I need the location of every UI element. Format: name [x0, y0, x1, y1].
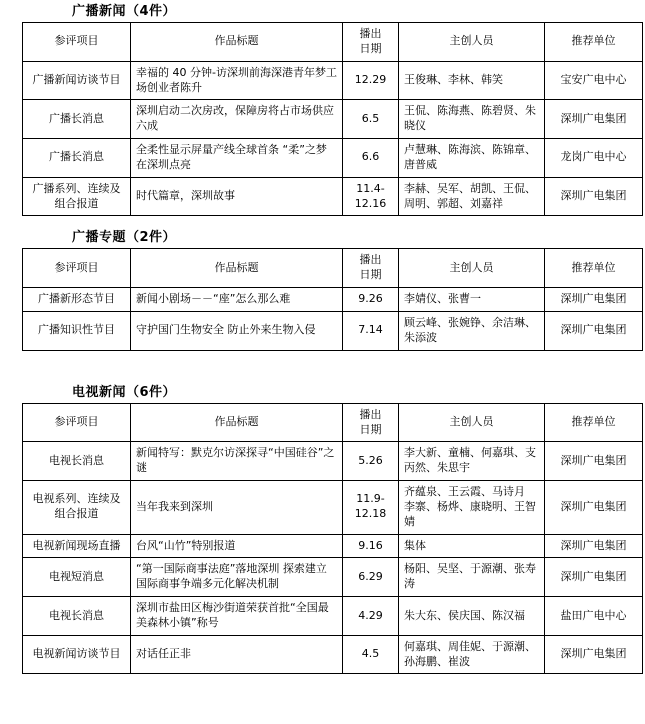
- cell-unit: 深圳广电集团: [545, 558, 643, 597]
- header-broadcast-date-line2: 日期: [359, 422, 382, 436]
- cell-work-title: 当年我来到深圳: [131, 481, 343, 535]
- cell-work-title: 台风“山竹”特别报道: [131, 534, 343, 558]
- cell-item: 电视长消息: [23, 442, 131, 481]
- cell-creators: 王俊琳、李林、韩笑: [399, 61, 545, 100]
- cell-unit: 宝安广电中心: [545, 61, 643, 100]
- cell-work-title: 幸福的 40 分钟-访深圳前海深港青年梦工场创业者陈升: [131, 61, 343, 100]
- cell-item: 电视新闻访谈节目: [23, 635, 131, 674]
- table-row: [23, 288, 643, 312]
- cell-unit: 深圳广电集团: [545, 534, 643, 558]
- cell-creators: 齐蕴泉、王云霞、马诗月 李寨、杨烨、康晓明、王智婧: [399, 481, 545, 535]
- cell-unit: 深圳广电集团: [545, 635, 643, 674]
- header-broadcast-date: [343, 249, 399, 288]
- header-work-title: 作品标题: [131, 23, 343, 62]
- cell-work-title: 新闻特写：默克尔访深探寻“中国硅谷”之谜: [131, 442, 343, 481]
- table-row: [23, 61, 643, 100]
- header-item: 参评项目: [23, 23, 131, 62]
- header-item: 参评项目: [23, 403, 131, 442]
- cell-work-title: 时代篇章，深圳故事: [131, 177, 343, 216]
- cell-unit: 龙岗广电中心: [545, 139, 643, 178]
- table-header-row: [23, 403, 643, 442]
- header-work-title: 作品标题: [131, 249, 343, 288]
- cell-date: 6.6: [343, 139, 399, 178]
- table-row: [23, 139, 643, 178]
- cell-item: 广播长消息: [23, 139, 131, 178]
- cell-item: 广播长消息: [23, 100, 131, 139]
- cell-work-title: 深圳启动二次房改，保障房将占市场供应六成: [131, 100, 343, 139]
- section-title-radio-feature: 广播专题（2件）: [72, 230, 177, 246]
- header-work-title: 作品标题: [131, 403, 343, 442]
- table-row: [23, 311, 643, 350]
- cell-unit: 深圳广电集团: [545, 177, 643, 216]
- cell-unit: 深圳广电集团: [545, 100, 643, 139]
- cell-date: 12.29: [343, 61, 399, 100]
- table-header-row: [23, 249, 643, 288]
- section-tv-news: [0, 381, 645, 675]
- cell-item: 电视短消息: [23, 558, 131, 597]
- cell-unit: 深圳广电集团: [545, 311, 643, 350]
- cell-date: 5.26: [343, 442, 399, 481]
- cell-unit: 深圳广电集团: [545, 288, 643, 312]
- table-tv-news: [22, 403, 643, 675]
- header-item: 参评项目: [23, 249, 131, 288]
- cell-creators: 集体: [399, 534, 545, 558]
- header-broadcast-date-line2: 日期: [359, 41, 382, 55]
- cell-creators: 朱大东、侯庆国、陈汉福: [399, 597, 545, 636]
- cell-work-title: 全柔性显示屏量产线全球首条 “柔”之梦在深圳点亮: [131, 139, 343, 178]
- cell-work-title: 深圳市盐田区梅沙街道荣获首批“全国最美森林小镇”称号: [131, 597, 343, 636]
- header-creators: 主创人员: [399, 249, 545, 288]
- table-row: [23, 597, 643, 636]
- section-spacer: [0, 351, 645, 381]
- section-radio-feature: [0, 226, 645, 350]
- table-row: [23, 635, 643, 674]
- cell-creators: 何嘉琪、周佳妮、于源潮、孙海鹏、崔波: [399, 635, 545, 674]
- cell-creators: 王侃、陈海燕、陈碧贤、朱晓仪: [399, 100, 545, 139]
- table-row: [23, 100, 643, 139]
- table-row: [23, 534, 643, 558]
- cell-creators: 顾云峰、张婉铮、余洁琳、朱添波: [399, 311, 545, 350]
- section-title-tv-news: 电视新闻（6件）: [72, 384, 177, 400]
- cell-date: 9.16: [343, 534, 399, 558]
- section-spacer: [0, 216, 645, 226]
- table-radio-feature: [22, 248, 643, 350]
- cell-date: 6.5: [343, 100, 399, 139]
- table-row: [23, 481, 643, 535]
- table-row: [23, 558, 643, 597]
- table-header-row: [23, 23, 643, 62]
- header-unit: 推荐单位: [545, 403, 643, 442]
- header-broadcast-date-line1: 播出: [359, 253, 382, 267]
- cell-item: 电视新闻现场直播: [23, 534, 131, 558]
- cell-creators: 卢慧琳、陈海滨、陈锦章、唐普威: [399, 139, 545, 178]
- header-broadcast-date-line1: 播出: [359, 407, 382, 421]
- header-creators: 主创人员: [399, 23, 545, 62]
- cell-date: 11.9-12.18: [343, 481, 399, 535]
- header-unit: 推荐单位: [545, 23, 643, 62]
- cell-date: 11.4-12.16: [343, 177, 399, 216]
- header-broadcast-date-line2: 日期: [359, 268, 382, 282]
- cell-date: 9.26: [343, 288, 399, 312]
- cell-creators: 李大新、童楠、何嘉琪、支丙然、朱思宇: [399, 442, 545, 481]
- cell-creators: 杨阳、吴坚、于源潮、张寿涛: [399, 558, 545, 597]
- cell-creators: 李婧仪、张曹一: [399, 288, 545, 312]
- table-row: [23, 177, 643, 216]
- header-creators: 主创人员: [399, 403, 545, 442]
- section-radio-news: [0, 0, 645, 216]
- cell-item: 广播新闻访谈节目: [23, 61, 131, 100]
- header-unit: 推荐单位: [545, 249, 643, 288]
- cell-item: 电视长消息: [23, 597, 131, 636]
- cell-date: 4.5: [343, 635, 399, 674]
- cell-unit: 深圳广电集团: [545, 481, 643, 535]
- cell-work-title: “第一国际商事法庭”落地深圳 探索建立国际商事争端多元化解决机制: [131, 558, 343, 597]
- cell-date: 6.29: [343, 558, 399, 597]
- table-radio-news: [22, 22, 643, 216]
- header-broadcast-date-line1: 播出: [359, 27, 382, 40]
- cell-work-title: 守护国门生物安全 防止外来生物入侵: [131, 311, 343, 350]
- cell-unit: 深圳广电集团: [545, 442, 643, 481]
- section-title-radio-news: 广播新闻（4件）: [72, 4, 177, 19]
- table-row: [23, 442, 643, 481]
- cell-date: 7.14: [343, 311, 399, 350]
- cell-item: 电视系列、连续及组合报道: [23, 481, 131, 535]
- cell-date: 4.29: [343, 597, 399, 636]
- cell-item: 广播新形态节目: [23, 288, 131, 312]
- cell-unit: 盐田广电中心: [545, 597, 643, 636]
- cell-item: 广播系列、连续及组合报道: [23, 177, 131, 216]
- cell-creators: 李赫、吴军、胡凯、王侃、周明、郭超、刘嘉祥: [399, 177, 545, 216]
- header-broadcast-date: [343, 403, 399, 442]
- cell-work-title: 新闻小剧场－－“座”怎么那么难: [131, 288, 343, 312]
- header-broadcast-date: [343, 23, 399, 62]
- cell-work-title: 对话任正非: [131, 635, 343, 674]
- cell-item: 广播知识性节目: [23, 311, 131, 350]
